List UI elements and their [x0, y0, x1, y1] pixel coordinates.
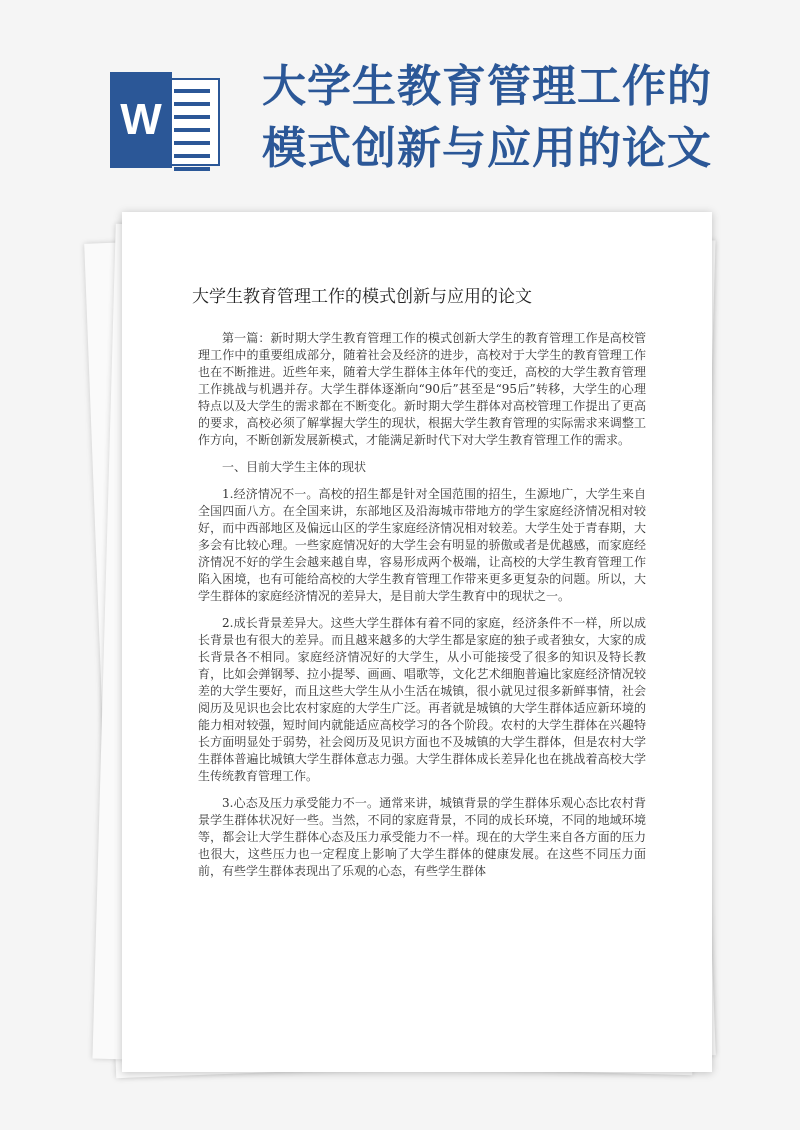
document-title: 大学生教育管理工作的模式创新与应用的论文 — [192, 287, 532, 307]
section-heading: 一、目前大学生主体的现状 — [222, 460, 367, 474]
page-title: 大学生教育管理工作的模式创新与应用的论文 — [262, 61, 712, 174]
word-letter-badge: W — [110, 72, 172, 168]
document-body — [198, 330, 646, 890]
paragraph-economic: 1.经济情况不一。高校的招生都是针对全国范围的招生，生源地广，大学生来自全国四面八方。在全国来讲，东部地区及沿海城市带地方的学生家庭经济情况相对较好，而中西部地区及偏远山区的学生家庭经济情况相对较差。大学生处于青春期，大多会有比较心理。一些家庭情况好的大学生会有明显的骄傲或者是优越感，而家庭经济情况不好的学生会越来越自卑，容易形成两个极端，让高校的大学生教育管理工作陷入困境，也有可能给高校的大学生教育管理工作带来更多更复杂的问题。所以，大学生群体的家庭经济情况的差异大，是目前大学生教育中的现状之一。 — [198, 487, 646, 603]
paragraph-mindset: 3.心态及压力承受能力不一。通常来讲，城镇背景的学生群体乐观心态比农村背景学生群体状况好一些。当然，不同的家庭背景，不同的成长环境，不同的地域环境等，都会让大学生群体心态及压力承受能力不一样。现在的大学生来自各方面的压力也很大，这些压力也一定程度上影响了大学生群体的健康发展。在这些不同压力面前，有些学生群体表现出了乐观的心态，有些学生群体 — [198, 796, 646, 878]
word-document-icon — [110, 72, 218, 168]
intro-paragraph: 第一篇：新时期大学生教育管理工作的模式创新大学生的教育管理工作是高校管理工作中的重要组成部分，随着社会及经济的进步，高校对于大学生的教育管理工作也在不断推进。近些年来，随着大学生群体主体年代的变迁，高校的大学生教育管理工作挑战与机遇并存。大学生群体逐渐向“90后”甚至是“95后”转移，大学生的心理特点以及大学生的需求都在不断变化。新时期大学生群体对高校管理工作提出了更高的要求，高校必须了解掌握大学生的现状，根据大学生教育管理的实际需求来调整工作方向，不断创新发展新模式，才能满足新时代下对大学生教育管理工作的需求。 — [198, 331, 646, 447]
document-page — [122, 212, 712, 1072]
paragraph-background: 2.成长背景差异大。这些大学生群体有着不同的家庭，经济条件不一样，所以成长背景也有很大的差异。而且越来越多的大学生都是家庭的独子或者独女，大家的成长背景各不相同。家庭经济情况好的大学生，从小可能接受了很多的知识及特长教育，比如会弹钢琴、拉小提琴、画画、唱歌等，文化艺术细胞普遍比家庭经济情况较差的大学生要好，而且这些大学生从小生活在城镇，很小就见过很多新鲜事情，社会阅历及见识也会比农村家庭的大学生广泛。再者就是城镇的大学生群体适应新环境的能力相对较强，短时间内就能适应高校学习的各个阶段。农村的大学生群体在兴趣特长方面明显处于弱势，社会阅历及见识方面也不及城镇的大学生群体，但是农村大学生群体普遍比城镇大学生群体意志力强。大学生群体成长差异化也在挑战着高校大学生传统教育管理工作。 — [198, 616, 646, 783]
